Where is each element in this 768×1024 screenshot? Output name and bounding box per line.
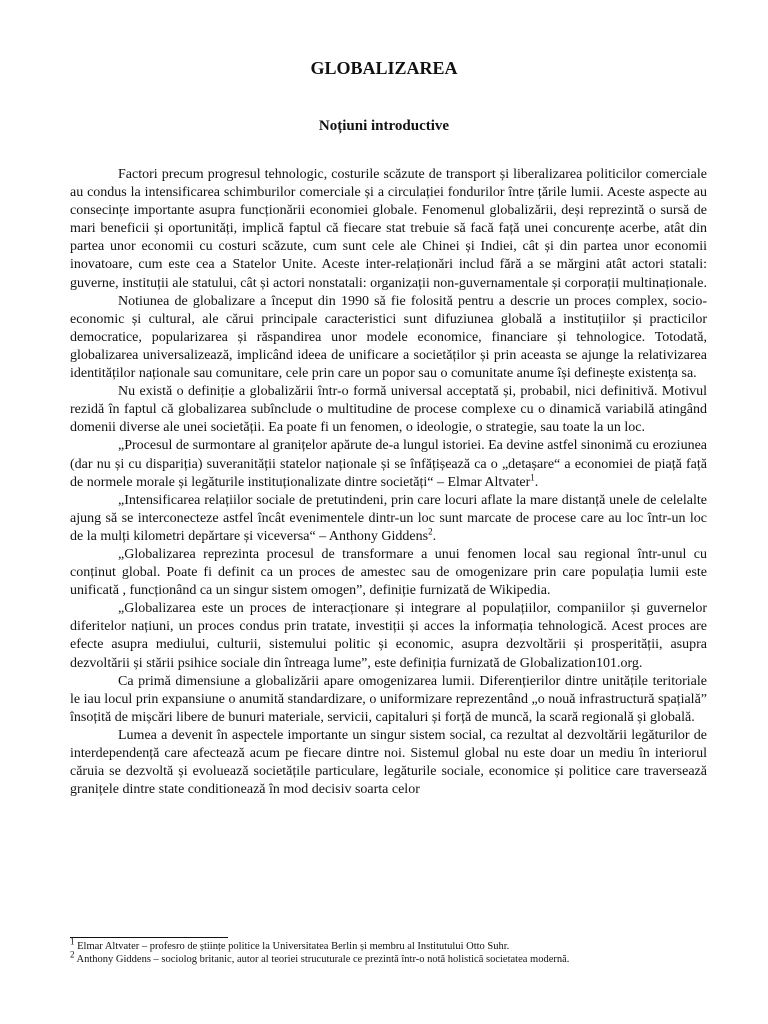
section-subtitle: Noțiuni introductive xyxy=(318,118,450,134)
paragraph: Notiunea de globalizare a început din 1990 să fie folosită pentru a descrie un proces complex, socio-economic și cultural, ale cărui principale caracteristici sunt difuziunea globală a instituțiilor și practicilor democratice, popularizarea și răspandirea unor modele economice, financiare și tehnologice. Totodată, globalizarea universalizează, implicând ideea de unificare a societăților și prin aceasta se ajunge la relativizarea identităților naționale sau comunitare, cele prin care un popor sau o comunitate anume își definește existența sa. xyxy=(70,293,707,382)
paragraph: Nu există o definiție a globalizării într-o formă universal acceptată și, probabil, nici definitivă. Motivul rezidă în faptul că globalizarea subînclude o multitudine de procese complexe cu o dinamică variabilă atingând domenii diverse ale unei societății. Ea poate fi un fenomen, o ideologie, o strategie, sau toate la un loc. xyxy=(70,384,707,436)
paragraph: „Globalizarea este un proces de interacționare și integrare al populațiilor, companiilor și guvernelor diferitelor națiuni, un proces condus prin tratate, investiții și acces la informația tehnologică. Acest proces are efecte asupra mediului, culturii, sistemului politic și economic, asupra dezvoltării și prosperității, asupra dezvoltării și stării psihice sociale din întreaga lume”, este definiția furnizată de Globalization101.org. xyxy=(70,601,707,671)
footnote-ref[interactable]: 1 xyxy=(530,471,535,482)
paragraph: „Intensificarea relațiilor sociale de pretutindeni, prin care locuri aflate la mare distanță unele de celelalte ajung să se interconecteze astfel încât evenimentele dintr-un loc sunt marcate de procese care au loc într-un loc de la mulți kilometri depărtare și viceversa“ – Anthony Giddens$^2$. xyxy=(70,492,707,544)
document-body xyxy=(70,166,707,799)
footnote xyxy=(70,936,710,954)
paragraph: „Globalizarea reprezinta procesul de transformare a unui fenomen local sau regional într-unul cu conținut global. Poate fi definit ca un proces de amestec sau de omogenizare prin care populația lumii este unificată , funcționând ca un singur sistem omogen”, definiție furnizată de Wikipedia. xyxy=(70,546,707,599)
quote-text: „Intensificarea relațiilor sociale de pretutindeni, prin care locuri aflate la mare distanță unele de celelalte ajung să se interconecteze astfel încât evenimentele dintr-un loc sunt marcate de procese care au loc într-un loc de la mulți kilometri depărtare și viceversa“ – Anthony Giddens xyxy=(70,492,707,544)
paragraph: „Procesul de surmontare al granițelor apărute de-a lungul istoriei. Ea devine astfel sinonimă cu eroziunea (dar nu și cu dispariția) suveranității statelor naționale și se înfățișează ca o „detașare“ a economiei de piață față de normele morale și legăturile instituționalizate dintre societăți“ – Elmar Altvater$^1$. xyxy=(70,438,707,490)
document-title: GLOBALIZAREA xyxy=(310,58,458,78)
footnote-divider xyxy=(70,937,228,938)
footnote-ref[interactable]: 2 xyxy=(428,526,433,537)
footnote-mark: 1 xyxy=(70,936,75,947)
footnotes xyxy=(70,936,710,966)
footnote-mark: 2 xyxy=(70,949,75,959)
paragraph: Lumea a devenit în aspectele importante un singur sistem social, ca rezultat al dezvoltării legăturilor de interdependență care afectează acum pe fiecare dintre noi. Sistemul global nu este doar un mediu în interiorul căruia se dezvoltă și evoluează societățile particulare, legăturile sociale, economice și politice care traversează granițele dintre state conditionează în mod decisiv soarta celor xyxy=(70,727,707,798)
paragraph: Ca primă dimensiune a globalizării apare omogenizarea lumii. Diferențierilor dintre unitățile teritoriale le iau locul prin expansiune o anumită standardizare, o uniformizare reprezentând „o nouă infrastructură spațială” însoțită de mișcări libere de bunuri materiale, servicii, capitaluri și forță de muncă, la scară regională și globală. xyxy=(70,673,707,725)
footnote-text: Anthony Giddens – sociolog britanic, autor al teoriei strucuturale ce prezintă într-o notă holistică societatea modernă. xyxy=(76,953,570,965)
paragraph: Factori precum progresul tehnologic, costurile scăzute de transport și liberalizarea politicilor comerciale au condus la intensificarea schimburilor comerciale și a circulației fondurilor între țările lumii. Aceste aspecte au consecințe importante asupra funcționării economiei globale. Fenomenul globalizării, deși reprezintă o sursă de mari beneficii și oportunități, implică faptul că fiecare stat trebuie să facă față unei concurențe acerbe, atât din partea unor economii cu costuri scăzute, cum sunt cele ale Chinei și Indiei, cât și din partea unor economii inovatoare, cum este cea a Statelor Unite. Aceste inter-relaționări includ fără a se mărgini atât actori statali: guverne, instituții ale statului, cât și actori nonstatali: organizații non-guvernamentale și corporații multinaționale. xyxy=(70,167,707,291)
quote-text: „Procesul de surmontare al granițelor apărute de-a lungul istoriei. Ea devine astfel sinonimă cu eroziunea (dar nu și cu dispariția) suveranității statelor naționale și se înfățișează ca o „detașare“ a economiei de piață față de normele morale și legăturile instituționalizate dintre societăți“ – Elmar Altvater xyxy=(70,438,707,490)
footnote xyxy=(70,949,710,967)
footnote-text: Elmar Altvater – profesro de științe politice la Universitatea Berlin și membru al Institutului Otto Suhr. xyxy=(77,941,510,952)
